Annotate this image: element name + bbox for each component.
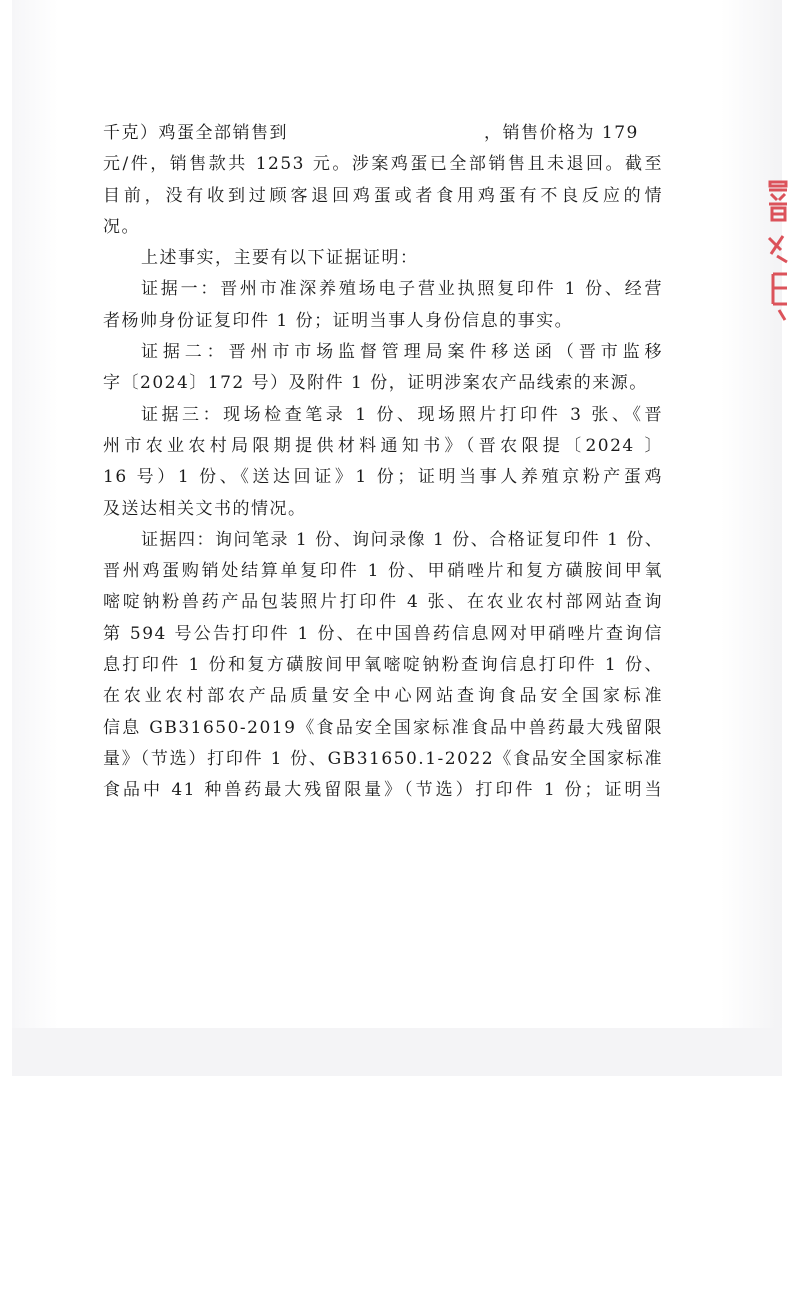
text-line: 州市农业农村局限期提供材料通知书》（晋农限提〔2024 〕: [103, 435, 663, 456]
paragraph-evidence-2: [103, 337, 663, 400]
text-line: 证据三：现场检查笔录 1 份、现场照片打印件 3 张、《晋: [141, 404, 663, 425]
text-line: 元/件，销售款共 1253 元。涉案鸡蛋已全部销售且未退回。截至: [103, 154, 663, 175]
paragraph-sales: [103, 118, 663, 243]
paragraph-evidence-intro: [103, 243, 663, 274]
text-line: 信息 GB31650-2019《食品安全国家标准食品中兽药最大残留限: [103, 717, 663, 738]
text-line: 息打印件 1 份和复方磺胺间甲氧嘧啶钠粉查询信息打印件 1 份、: [103, 655, 663, 676]
paragraph-evidence-1: [103, 274, 663, 337]
text-line: 量》（节选）打印件 1 份、GB31650.1-2022《食品安全国家标准: [103, 748, 663, 769]
paragraph-evidence-3: [103, 400, 663, 525]
text-line: 16 号）1 份、《送达回证》1 份；证明当事人养殖京粉产蛋鸡: [103, 467, 663, 488]
text-line: 第 594 号公告打印件 1 份、在中国兽药信息网对甲硝唑片查询信: [103, 623, 663, 644]
text-line: [103, 118, 663, 149]
text-line: 嘧啶钠粉兽药产品包装照片打印件 4 张、在农业农村部网站查询: [103, 592, 663, 613]
seal-stamp-image: [761, 170, 789, 340]
text-line: 目前，没有收到过顾客退回鸡蛋或者食用鸡蛋有不良反应的情: [103, 185, 663, 206]
text-line: 在农业农村部农产品质量安全中心网站查询食品安全国家标准: [103, 686, 663, 707]
line-text: 千克）鸡蛋全部销售到: [103, 123, 288, 143]
text-line: 者杨帅身份证复印件 1 份；证明当事人身份信息的事实。: [103, 310, 574, 331]
text-line: 证据一：晋州市准深养殖场电子营业执照复印件 1 份、经营: [141, 279, 663, 300]
text-line: 字〔2024〕172 号）及附件 1 份，证明涉案农产品线索的来源。: [103, 373, 648, 394]
text-line: 况。: [103, 216, 140, 237]
line-text-tail: ，销售价格为 179: [484, 123, 639, 143]
text-line: 上述事实，主要有以下证据证明：: [141, 248, 419, 269]
paragraph-evidence-4: [103, 525, 663, 807]
text-line: 及送达相关文书的情况。: [103, 498, 307, 519]
document-body: [103, 118, 663, 807]
text-line: 晋州鸡蛋购销处结算单复印件 1 份、甲硝唑片和复方磺胺间甲氧: [103, 561, 663, 582]
text-line: 证据二：晋州市市场监督管理局案件移送函（晋市监移: [141, 342, 663, 363]
text-line: 证据四：询问笔录 1 份、询问录像 1 份、合格证复印件 1 份、: [141, 529, 663, 550]
text-line: 食品中 41 种兽药最大残留限量》（节选）打印件 1 份；证明当: [103, 780, 663, 801]
page-bottom-shading: [12, 1028, 782, 1076]
official-seal-fragment: [761, 170, 789, 340]
redacted-area: [288, 124, 484, 144]
